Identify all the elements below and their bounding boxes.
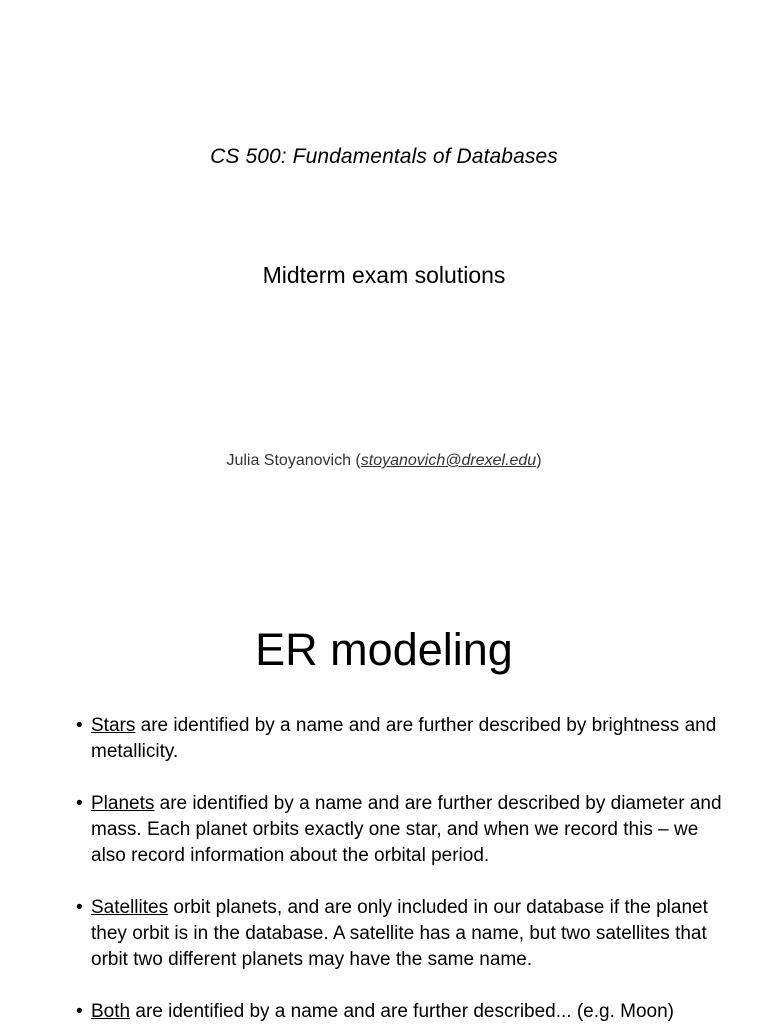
list-item (76, 791, 736, 869)
bullet-term: Stars (91, 715, 136, 736)
bullet-list (76, 713, 736, 1024)
section-title: ER modeling (255, 624, 513, 675)
list-item (76, 895, 736, 973)
bullet-icon: • (76, 1001, 83, 1022)
bullet-text: are identified by a name and are further described... (e.g. Moon) (130, 1001, 675, 1022)
list-item (76, 713, 736, 765)
author-name: Julia Stoyanovich (226, 452, 351, 469)
author-email-link[interactable]: stoyanovich@drexel.edu (360, 452, 537, 469)
course-title: CS 500: Fundamentals of Databases (210, 145, 558, 168)
bullet-icon: • (76, 715, 83, 736)
author-open-paren: ( (350, 452, 361, 469)
bullet-text: are identified by a name and are further described by brightness and metallicity. (91, 715, 717, 762)
list-item (76, 999, 736, 1024)
bullet-term: Satellites (91, 897, 169, 918)
bullet-icon: • (76, 897, 83, 918)
author-close-paren: ) (536, 452, 542, 469)
bullet-term: Planets (91, 793, 155, 814)
bullet-text: orbit planets, and are only included in our database if the planet they orbit is in the database. A satellite has a name, but two satellites that orbit two different planets may have the same name. (91, 897, 708, 970)
author-line (0, 452, 768, 470)
exam-subtitle: Midterm exam solutions (262, 262, 506, 288)
bullet-icon: • (76, 793, 83, 814)
bullet-term: Both (91, 1001, 131, 1022)
bullet-text: are identified by a name and are further described by diameter and mass. Each planet orbits exactly one star, and when we record this – we also record information about the orbital period. (91, 793, 722, 866)
